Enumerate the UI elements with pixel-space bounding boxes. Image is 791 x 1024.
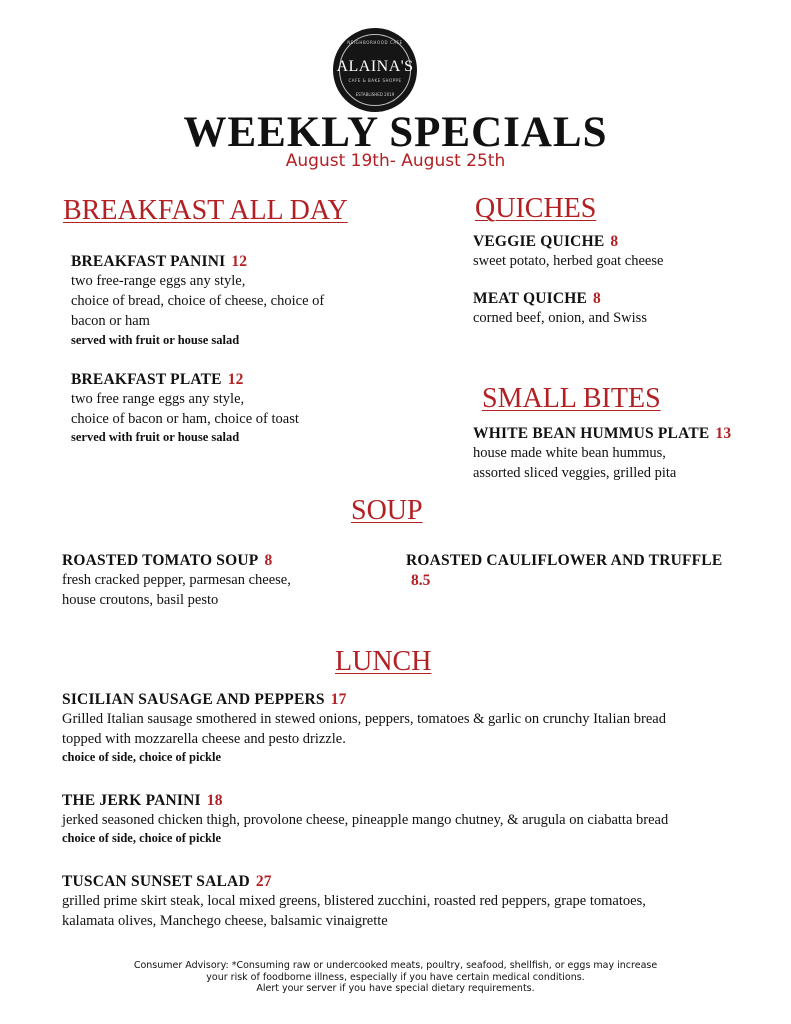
- item-price: 8: [593, 290, 601, 307]
- item-name: WHITE BEAN HUMMUS PLATE: [473, 425, 710, 442]
- section-heading-small-bites: SMALL BITES: [482, 383, 661, 414]
- logo-established: ESTABLISHED 2019: [355, 92, 395, 97]
- section-heading-soup: SOUP: [351, 495, 423, 526]
- item-desc: fresh cracked pepper, parmesan cheese,: [62, 572, 291, 588]
- item-name: VEGGIE QUICHE: [473, 233, 605, 250]
- consumer-advisory: [0, 960, 791, 995]
- section-heading-lunch: LUNCH: [335, 646, 432, 677]
- advisory-line: Alert your server if you have special dietary requirements.: [256, 983, 535, 994]
- item-desc: choice of bacon or ham, choice of toast: [71, 411, 299, 427]
- item-name: SICILIAN SAUSAGE AND PEPPERS: [62, 691, 325, 708]
- item-price: 12: [231, 253, 248, 270]
- menu-item-tuscan-sunset-salad: [62, 873, 646, 931]
- item-desc: topped with mozzarella cheese and pesto drizzle.: [62, 731, 346, 747]
- section-heading-breakfast: BREAKFAST ALL DAY: [63, 195, 348, 226]
- item-desc: corned beef, onion, and Swiss: [473, 310, 647, 326]
- advisory-line: Consumer Advisory: *Consuming raw or undercooked meats, poultry, seafood, shellfish, or eggs may increase: [133, 960, 658, 971]
- menu-item-breakfast-panini: [71, 253, 324, 348]
- menu-item-roasted-tomato-soup: [62, 552, 291, 610]
- menu-item-white-bean-hummus: [473, 425, 731, 483]
- item-name: TUSCAN SUNSET SALAD: [62, 873, 250, 890]
- item-name: ROASTED CAULIFLOWER AND TRUFFLE: [406, 552, 723, 569]
- item-price: 12: [227, 371, 244, 388]
- item-price: 8: [264, 552, 273, 569]
- item-desc: two free-range eggs any style,: [71, 273, 246, 289]
- item-desc: grilled prime skirt steak, local mixed greens, blistered zucchini, roasted red peppers, grape tomatoes,: [62, 893, 646, 909]
- menu-item-meat-quiche: [473, 290, 647, 328]
- item-desc: assorted sliced veggies, grilled pita: [473, 465, 677, 481]
- item-desc: Grilled Italian sausage smothered in stewed onions, peppers, tomatoes & garlic on crunchy Italian bread: [62, 711, 666, 727]
- item-note: choice of side, choice of pickle: [62, 831, 221, 845]
- item-note: served with fruit or house salad: [71, 430, 240, 444]
- menu-item-veggie-quiche: [473, 233, 663, 271]
- menu-item-jerk-panini: [62, 792, 668, 846]
- advisory-line: your risk of foodborne illness, especially if you have certain medical conditions.: [206, 971, 585, 983]
- item-price: 17: [330, 691, 347, 708]
- item-price: 18: [206, 792, 223, 809]
- date-range: August 19th- August 25th: [285, 151, 506, 171]
- item-price: 13: [715, 425, 732, 442]
- item-desc: bacon or ham: [71, 313, 150, 329]
- page-title: WEEKLY SPECIALS: [183, 109, 608, 156]
- item-desc: kalamata olives, Manchego cheese, balsamic vinaigrette: [62, 913, 388, 929]
- logo-subtitle: CAFE & BAKE SHOPPE: [348, 78, 402, 83]
- item-price: 8: [610, 233, 619, 250]
- item-name: MEAT QUICHE: [473, 290, 588, 307]
- menu-item-sicilian-sausage: [62, 691, 666, 765]
- item-desc: jerked seasoned chicken thigh, provolone cheese, pineapple mango chutney, & arugula on ciabatta bread: [62, 812, 669, 828]
- item-name: BREAKFAST PLATE: [71, 371, 222, 388]
- item-name: ROASTED TOMATO SOUP: [62, 552, 259, 569]
- logo-name: ALAINA'S: [336, 58, 414, 75]
- logo-top-text: NEIGHBORHOOD CAFE: [347, 40, 403, 45]
- item-note: served with fruit or house salad: [71, 333, 240, 347]
- item-name: THE JERK PANINI: [62, 792, 201, 809]
- item-desc: house croutons, basil pesto: [62, 592, 219, 608]
- item-note: choice of side, choice of pickle: [62, 750, 221, 764]
- item-desc: house made white bean hummus,: [473, 445, 666, 461]
- item-price: 8.5: [411, 572, 431, 589]
- item-name: BREAKFAST PANINI: [71, 253, 226, 270]
- menu-item-roasted-cauliflower-truffle: [406, 552, 722, 590]
- menu-item-breakfast-plate: [71, 371, 299, 445]
- section-heading-quiches: QUICHES: [475, 193, 597, 224]
- item-desc: choice of bread, choice of cheese, choice of: [71, 293, 325, 309]
- item-desc: sweet potato, herbed goat cheese: [473, 253, 664, 269]
- cafe-logo: [333, 28, 417, 112]
- item-desc: two free range eggs any style,: [71, 391, 245, 407]
- item-price: 27: [255, 873, 272, 890]
